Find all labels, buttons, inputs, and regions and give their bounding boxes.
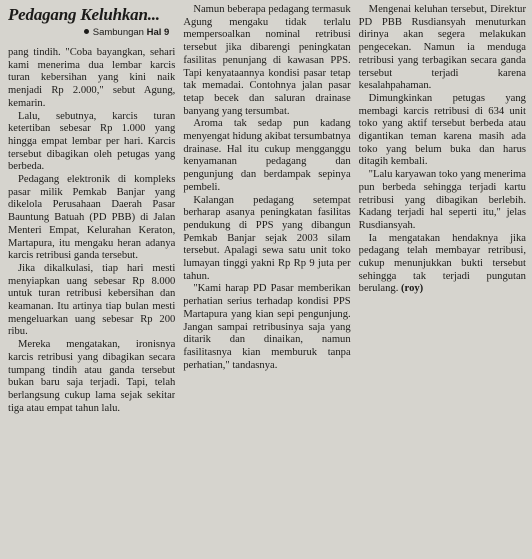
continuation-note [8,27,175,39]
bullet-icon [84,29,89,34]
article-paragraph: pang tindih. "Coba bayangkan, sehari kami menerima dua lembar karcis turan kebersihan yang kini naik menjadi Rp 2.000," sebut Agung, kemarin. [8,47,176,109]
article-paragraph: Kalangan pedagang setempat berharap asanya peningkatan fasilitas pendukung di PPS yang dibangun Pemkab Banjar sejak 2003 silam tersebut. Apalagi sewa satu unit toko lumayan tinggi yakni Rp Rp 9 juta per tahun. [183,194,351,282]
author-signoff: (roy) [401,283,424,295]
article-columns [8,4,526,557]
article-column-3 [359,4,526,557]
article-paragraph: Mereka mengatakan, ironisnya karcis retribusi yang dibagikan secara tumpang tindih atau ganda tersebut bukan baru saja terjadi. Tapi, telah berlangsung cukup lama sejak sekitar tiga atau empat tahun lalu. [8,339,176,414]
continuation-page: Hal 9 [146,27,170,38]
article-paragraph: Dimungkinkan petugas yang membagi karcis retribusi di 634 unit toko yang aktif tersebut berbeda atau digantikan teman karena masih ada toko yang belum buka dan harus ditagih kembali. [358,92,526,168]
article-paragraph: Namun beberapa pedagang termasuk Agung mengaku tidak terlalu mempersoalkan nominal retribusi tersebut jika dibarengi peningkatan fasilitas penunjang di kawasan PPS. Tapi kenyataannya kondisi pasar tetap tak memadai. Contohnya jalan pasar tetap becek dan saluran drainase banyang yang tersumbat. [183,4,351,117]
article-column-2 [183,4,350,557]
article-headline: Pedagang Keluhkan... [8,5,160,24]
article-paragraph: Lalu, sebutnya, karcis turan ketertiban sebesar Rp 1.000 yang hingga empat lembar per hari. Karcis tersebut dibagikan oleh petugas yang berbeda. [8,110,176,173]
article-paragraph: "Kami harap PD Pasar memberikan perhatian serius terhadap kondisi PPS Martapura yang kian sepi pengunjung. Jangan sampai retribusinya saja yang ditarik dan dinaikan, namun fasilitasnya kian memburuk tanpa perhatian," tandasnya. [183,283,351,371]
article-paragraph [359,233,526,297]
article-column-1 [8,4,175,557]
article-paragraph: Jika dikalkulasi, tiap hari mesti menyiapkan uang sebesar Rp 8.000 untuk turan retribusi kebersihan dan keamanan. Itu artinya tiap bulan mesti mengeluarkan uang sebesar Rp 200 ribu. [8,262,176,338]
article-paragraph: "Lalu karyawan toko yang menerima pun berbeda sehingga terjadi kartu retribusi yang dibagikan berlebih. Kadang terjadi hal seperti itu," jelas Rusdiansyah. [358,169,526,231]
article-paragraph: Aroma tak sedap pun kadang menyengat hidung akibat tersumbatnya drainase. Hal itu cukup mengganggu kenyamanan pedagang dan pengunjung dan berdampak sepinya pembeli. [183,118,351,193]
continuation-label: Sambungan [92,27,144,38]
article-paragraph: Pedagang elektronik di kompleks pasar milik Pemkab Banjar yang dikelola Perusahaan Daerah Pasar Bauntung Batuah (PD PBB) di Jalan Menteri Empat, Kelurahan Keraton, Martapura, itu mengaku heran adanya karcis retribusi ganda tersebut. [8,174,176,262]
closing-sentence: Ia mengatakan hendaknya jika pedagang telah membayar retribusi, cukup menunjukkan bukti tersebut sehingga tak terjadi pungutan berulang. [358,232,526,295]
article-paragraph: Mengenai keluhan tersebut, Direktur PD PBB Rusdiansyah menuturkan dirinya akan segera melakukan pengecekan. Namun ia menduga retribusi yang terbagikan secara ganda tersebut terjadi karena kesalahpahaman. [358,4,526,92]
